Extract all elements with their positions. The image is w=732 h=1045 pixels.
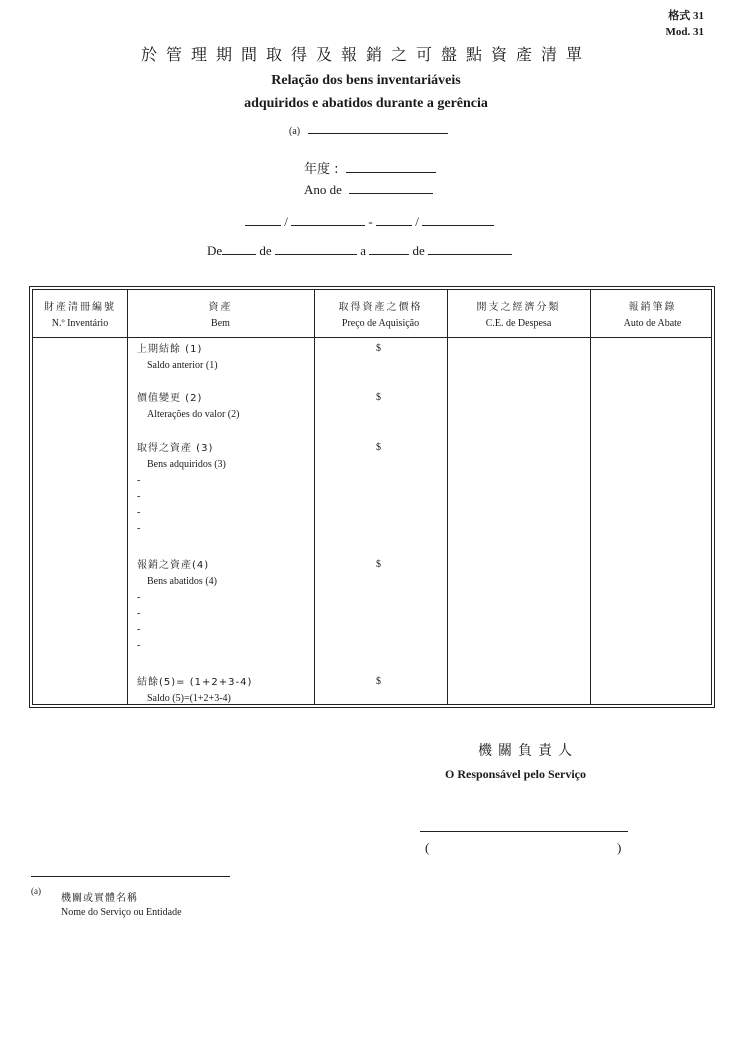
- footnote-zh: 機關或實體名稱: [61, 893, 138, 904]
- col-divider-2: [314, 290, 315, 704]
- row-bens-abatidos-currency: $: [376, 559, 381, 570]
- col-header-inventario: [33, 300, 127, 332]
- date-range-text: [207, 242, 512, 259]
- col-header-abate-zh: 報銷筆錄: [628, 302, 677, 313]
- row-saldo-anterior: [137, 342, 218, 374]
- row-saldo-pt: Saldo (5)=(1+2+3-4): [147, 693, 231, 704]
- date-month-end[interactable]: [422, 213, 494, 226]
- row-alteracoes-zh: 價值變更 (2): [137, 393, 203, 404]
- footnote-marker: (a): [31, 886, 41, 896]
- signature-line[interactable]: [420, 831, 628, 832]
- dash-item: -: [137, 523, 141, 534]
- row-bens-adquiridos-pt: Bens adquiridos (3): [147, 459, 226, 470]
- inventory-table: [29, 286, 715, 708]
- title-pt-line2: adquiridos e abatidos durante a gerência: [244, 96, 488, 111]
- row-alteracoes-pt: Alterações do valor (2): [147, 409, 240, 420]
- model-number-pt: Mod. 31: [665, 26, 704, 38]
- date-de-3: de: [412, 243, 425, 258]
- dash-item: -: [137, 592, 141, 603]
- col-divider-3: [447, 290, 448, 704]
- date-day-start[interactable]: [245, 213, 281, 226]
- row-saldo: [137, 675, 252, 707]
- col-divider-4: [590, 290, 591, 704]
- header-divider: [33, 337, 711, 338]
- date-slash-2: /: [415, 214, 419, 229]
- row-alteracoes: [137, 391, 239, 423]
- dash-item: -: [137, 640, 141, 651]
- row-bens-adquiridos: [137, 441, 226, 537]
- title-pt-line1: Relação dos bens inventariáveis: [271, 73, 461, 88]
- year-pt-line[interactable]: [349, 181, 433, 194]
- date-de-month-end[interactable]: [428, 242, 512, 255]
- year-zh-field: [304, 158, 436, 177]
- col-header-despesa-pt: C.E. de Despesa: [485, 318, 552, 329]
- date-de-day-start[interactable]: [222, 242, 256, 255]
- col-header-inventario-zh: 財產清冊編號: [44, 302, 116, 313]
- footnote-pt: Nome do Serviço ou Entidade: [61, 907, 182, 918]
- signature-paren-open: (: [425, 840, 430, 855]
- col-header-preco-pt: Preço de Aquisição: [341, 318, 420, 329]
- date-de-1: De: [207, 243, 223, 258]
- col-header-preco: [314, 300, 447, 332]
- signature-title-zh: 機關負責人: [478, 743, 578, 759]
- year-pt-label: Ano de: [304, 182, 342, 197]
- dash-item: -: [137, 507, 141, 518]
- col-header-inventario-pt: N.º Inventário: [51, 318, 109, 329]
- year-zh-label: 年度 :: [304, 162, 339, 177]
- col-header-abate: [590, 300, 715, 332]
- dash-item: -: [137, 608, 141, 619]
- date-slash-1: /: [284, 214, 288, 229]
- date-day-end[interactable]: [376, 213, 412, 226]
- footnote-divider: [31, 876, 230, 877]
- row-saldo-currency: $: [376, 676, 381, 687]
- dash-item: -: [137, 475, 141, 486]
- entity-field: [289, 121, 448, 139]
- inventory-table-inner: [32, 289, 712, 705]
- row-saldo-anterior-zh: 上期結餘 (1): [137, 344, 203, 355]
- col-divider-1: [127, 290, 128, 704]
- row-saldo-anterior-pt: Saldo anterior (1): [147, 360, 218, 371]
- col-header-bem-pt: Bem: [211, 318, 230, 329]
- row-bens-adquiridos-currency: $: [376, 442, 381, 453]
- col-header-despesa: [447, 300, 590, 332]
- dash-item: -: [137, 624, 141, 635]
- row-saldo-anterior-currency: $: [376, 343, 381, 354]
- col-header-despesa-zh: 開支之經濟分類: [476, 302, 561, 313]
- model-number-zh: 格式 31: [668, 10, 704, 22]
- entity-line[interactable]: [308, 121, 448, 134]
- col-header-preco-zh: 取得資產之價格: [338, 302, 423, 313]
- date-de-month-start[interactable]: [275, 242, 357, 255]
- col-header-abate-pt: Auto de Abate: [623, 318, 682, 329]
- date-range-numeric: [245, 213, 494, 230]
- year-pt-field: [304, 181, 433, 198]
- signature-paren-close: ): [617, 840, 622, 855]
- date-a: a: [360, 243, 366, 258]
- date-dash: -: [368, 214, 373, 229]
- dash-item: -: [137, 491, 141, 502]
- date-de-2: de: [259, 243, 272, 258]
- title-zh: 於管理期間取得及報銷之可盤點資產清單: [140, 45, 591, 64]
- entity-marker: (a): [289, 126, 301, 137]
- row-bens-abatidos: [137, 558, 217, 654]
- row-bens-adquiridos-zh: 取得之資產 (3): [137, 443, 214, 454]
- signature-title-pt: O Responsável pelo Serviço: [445, 767, 586, 781]
- row-bens-abatidos-pt: Bens abatidos (4): [147, 576, 217, 587]
- row-bens-abatidos-zh: 報銷之資產(4): [137, 560, 210, 571]
- date-month-start[interactable]: [291, 213, 365, 226]
- row-alteracoes-currency: $: [376, 392, 381, 403]
- col-header-bem: [127, 300, 314, 332]
- row-saldo-zh: 結餘(5)= (1+2+3-4): [137, 677, 253, 688]
- year-zh-line[interactable]: [346, 160, 436, 173]
- col-header-bem-zh: 資產: [208, 302, 233, 313]
- date-a-day-end[interactable]: [369, 242, 409, 255]
